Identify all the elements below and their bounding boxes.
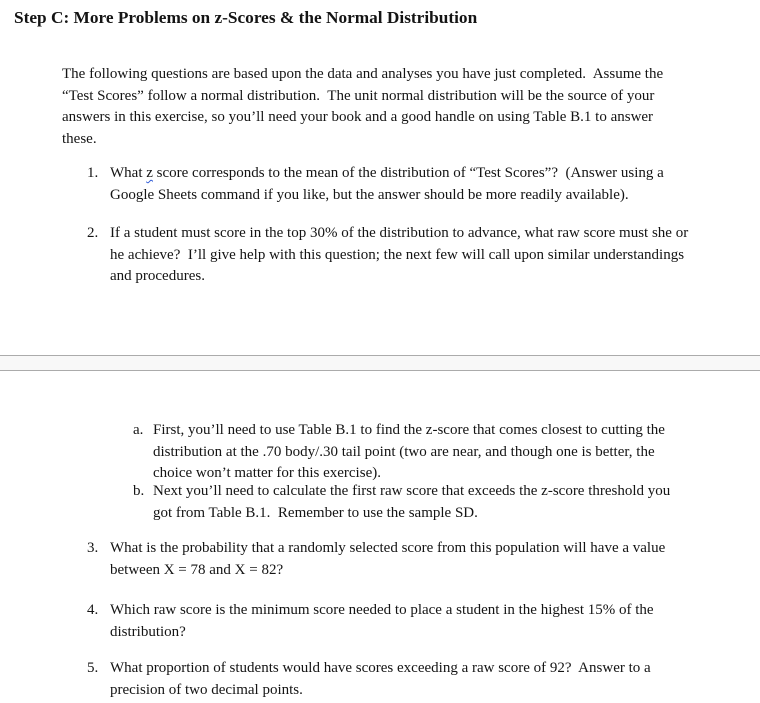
page-title: Step C: More Problems on z-Scores & the Normal Distribution — [14, 8, 478, 27]
question-line: and procedures. — [110, 268, 205, 284]
question-item-2 — [87, 223, 688, 288]
sub-question-item-a — [133, 420, 665, 485]
question-item-3 — [87, 538, 665, 581]
question-text — [110, 163, 664, 206]
question-line: distribution? — [110, 623, 186, 640]
sub-question-line: choice won’t matter for this exercise). — [153, 465, 381, 481]
intro-line: The following questions are based upon the data and analyses you have just completed. Assume the — [62, 66, 664, 82]
intro-line: answers in this exercise, so you’ll need your book and a good handle on using Table B.1 to answer — [62, 109, 654, 125]
sub-question-line: got from Table B.1. Remember to use the sample SD. — [153, 504, 478, 521]
question-item-1 — [87, 163, 664, 206]
question-line: What proportion of students would have scores exceeding a raw score of 92? Answer to a — [110, 660, 651, 676]
question-item-4 — [87, 600, 654, 643]
question-line: Google Sheets command if you like, but the answer should be more readily available). — [110, 186, 629, 203]
sub-question-item-b — [133, 481, 670, 524]
question-line: he achieve? I’ll give help with this question; the next few will call upon similar understandings — [110, 246, 685, 263]
sub-question-text — [153, 420, 665, 485]
intro-paragraph — [62, 64, 663, 150]
question-text — [110, 223, 688, 288]
list-marker: 1. — [87, 165, 99, 181]
list-marker: a. — [133, 422, 144, 438]
question-text — [110, 600, 654, 643]
sub-question-line: First, you’ll need to use Table B.1 to find the z-score that comes closest to cutting the — [153, 422, 665, 438]
question-line: precision of two decimal points. — [110, 681, 303, 698]
question-text — [110, 658, 651, 701]
question-line: What is the probability that a randomly selected score from this population will have a value — [110, 540, 666, 556]
question-item-5 — [87, 658, 651, 701]
list-marker: 2. — [87, 225, 99, 241]
question-line: If a student must score in the top 30% of the distribution to advance, what raw score must she or — [110, 225, 689, 241]
question-line: Which raw score is the minimum score needed to place a student in the highest 15% of the — [110, 602, 654, 618]
sub-question-line: Next you’ll need to calculate the first raw score that exceeds the z-score threshold you — [153, 483, 671, 499]
misspelled-z: z — [146, 165, 153, 181]
question-line: between X = 78 and X = 82? — [110, 561, 284, 578]
sub-question-text — [153, 481, 670, 524]
question-text — [110, 538, 665, 581]
question-line-part: What — [110, 165, 147, 181]
list-marker: 5. — [87, 660, 99, 676]
question-line — [110, 163, 664, 185]
list-marker: 4. — [87, 602, 99, 618]
intro-line: “Test Scores” follow a normal distribution. The unit normal distribution will be the source of your — [62, 87, 655, 104]
page-break-divider — [0, 355, 760, 371]
list-marker: b. — [133, 483, 145, 499]
intro-line: these. — [62, 130, 97, 147]
sub-question-line: distribution at the .70 body/.30 tail point (two are near, and though one is better, the — [153, 443, 655, 460]
question-line-part: score corresponds to the mean of the distribution of “Test Scores”? (Answer using a — [152, 165, 664, 181]
list-marker: 3. — [87, 540, 99, 556]
